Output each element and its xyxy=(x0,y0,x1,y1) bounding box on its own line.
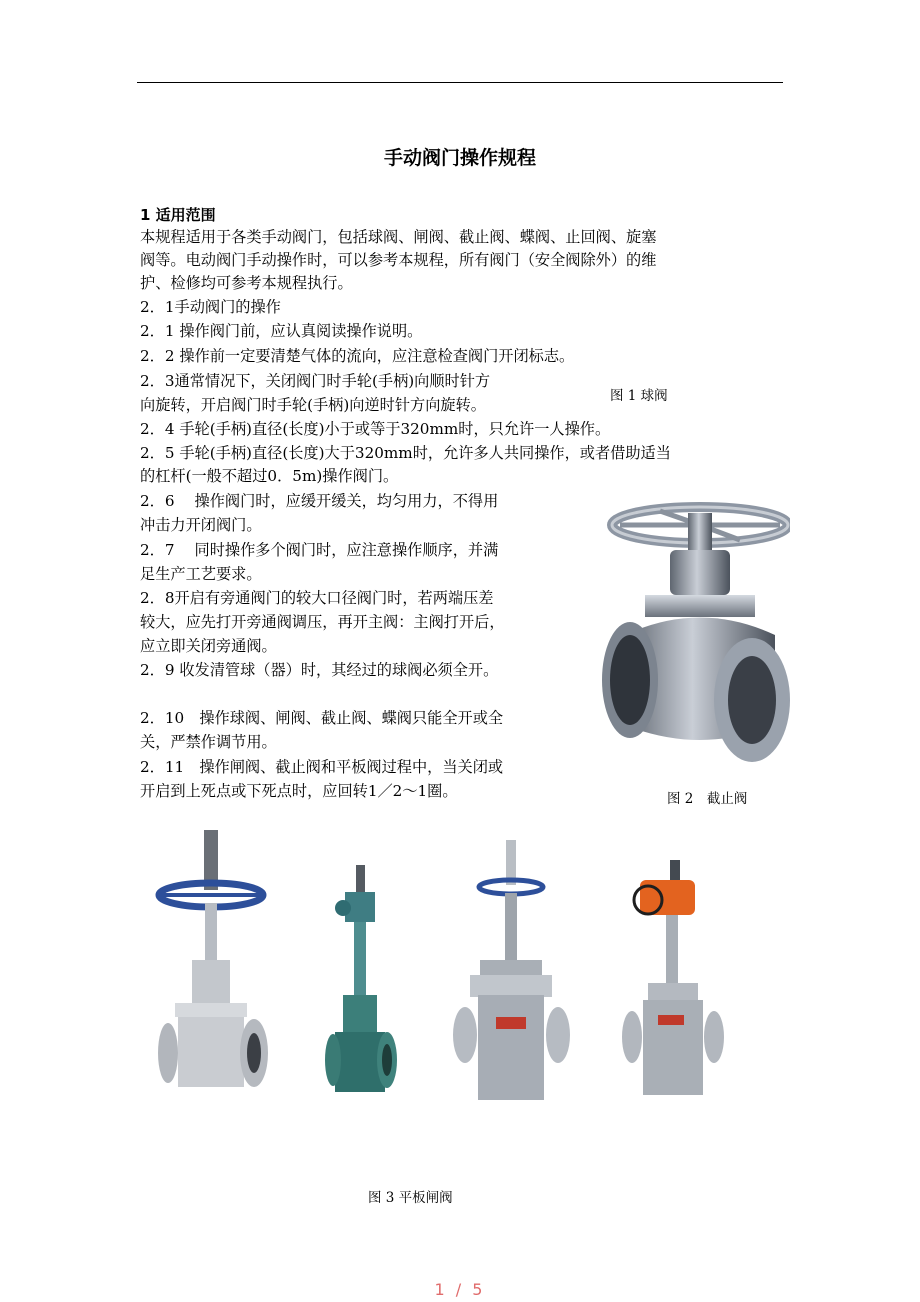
text-line: 2．11 操作闸阀、截止阀和平板阀过程中，当关闭或 xyxy=(140,758,504,776)
text-line: 的杠杆(一般不超过0．5m)操作阀门。 xyxy=(140,467,399,485)
text-line: 2．4 手轮(手柄)直径(长度)小于或等于320mm时，只允许一人操作。 xyxy=(140,420,611,438)
figure-caption-3: 图 3 平板闸阀 xyxy=(368,1190,453,1206)
figure-caption-1: 图 1 球阀 xyxy=(610,388,668,404)
text-line: 护、检修均可参考本规程执行。 xyxy=(140,274,353,292)
text-line: 向旋转，开启阀门时手轮(手柄)向逆时针方向旋转。 xyxy=(140,396,486,414)
text-line: 2．7 同时操作多个阀门时，应注意操作顺序，并满 xyxy=(140,541,499,559)
page-indicator: 1 / 5 xyxy=(434,1280,486,1299)
text-line: 冲击力开闭阀门。 xyxy=(140,516,262,534)
section-heading: 1 适用范围 xyxy=(140,206,216,224)
header-rule xyxy=(137,82,783,83)
slab-gate-valve-4-image xyxy=(618,855,728,1105)
document-title: 手动阀门操作规程 xyxy=(383,147,536,169)
text-line: 2．10 操作球阀、闸阀、截止阀、蝶阀只能全开或全 xyxy=(140,709,504,727)
text-line: 应立即关闭旁通阀。 xyxy=(140,637,277,655)
text-line: 较大，应先打开旁通阀调压，再开主阀：主阀打开后， xyxy=(140,613,505,631)
text-line: 2．8开启有旁通阀门的较大口径阀门时，若两端压差 xyxy=(140,589,494,607)
text-line: 2．1手动阀门的操作 xyxy=(140,298,281,316)
text-line: 本规程适用于各类手动阀门，包括球阀、闸阀、截止阀、蝶阀、止回阀、旋塞 xyxy=(140,228,657,246)
text-line: 2．9 收发清管球（器）时，其经过的球阀必须全开。 xyxy=(140,661,499,679)
slab-gate-valve-3-image xyxy=(450,835,580,1105)
text-line: 2．3通常情况下，关闭阀门时手轮(手柄)向顺时针方 xyxy=(140,372,491,390)
text-line: 开启到上死点或下死点时，应回转1／2～1圈。 xyxy=(140,782,458,800)
text-line: 2．1 操作阀门前，应认真阅读操作说明。 xyxy=(140,322,423,340)
text-line: 2．6 操作阀门时，应缓开缓关，均匀用力，不得用 xyxy=(140,492,499,510)
slab-gate-valve-1-image xyxy=(150,825,275,1105)
text-line: 阀等。电动阀门手动操作时，可以参考本规程，所有阀门（安全阀除外）的维 xyxy=(140,251,657,269)
globe-valve-image xyxy=(600,495,790,780)
text-line: 2．5 手轮(手柄)直径(长度)大于320mm时，允许多人共同操作，或者借助适当 xyxy=(140,444,671,462)
slab-gate-valve-2-image xyxy=(323,860,398,1100)
figure-caption-2: 图 2 截止阀 xyxy=(667,791,748,807)
text-line: 2．2 操作前一定要清楚气体的流向，应注意检查阀门开闭标志。 xyxy=(140,347,575,365)
text-line: 关，严禁作调节用。 xyxy=(140,733,277,751)
text-line: 足生产工艺要求。 xyxy=(140,565,262,583)
